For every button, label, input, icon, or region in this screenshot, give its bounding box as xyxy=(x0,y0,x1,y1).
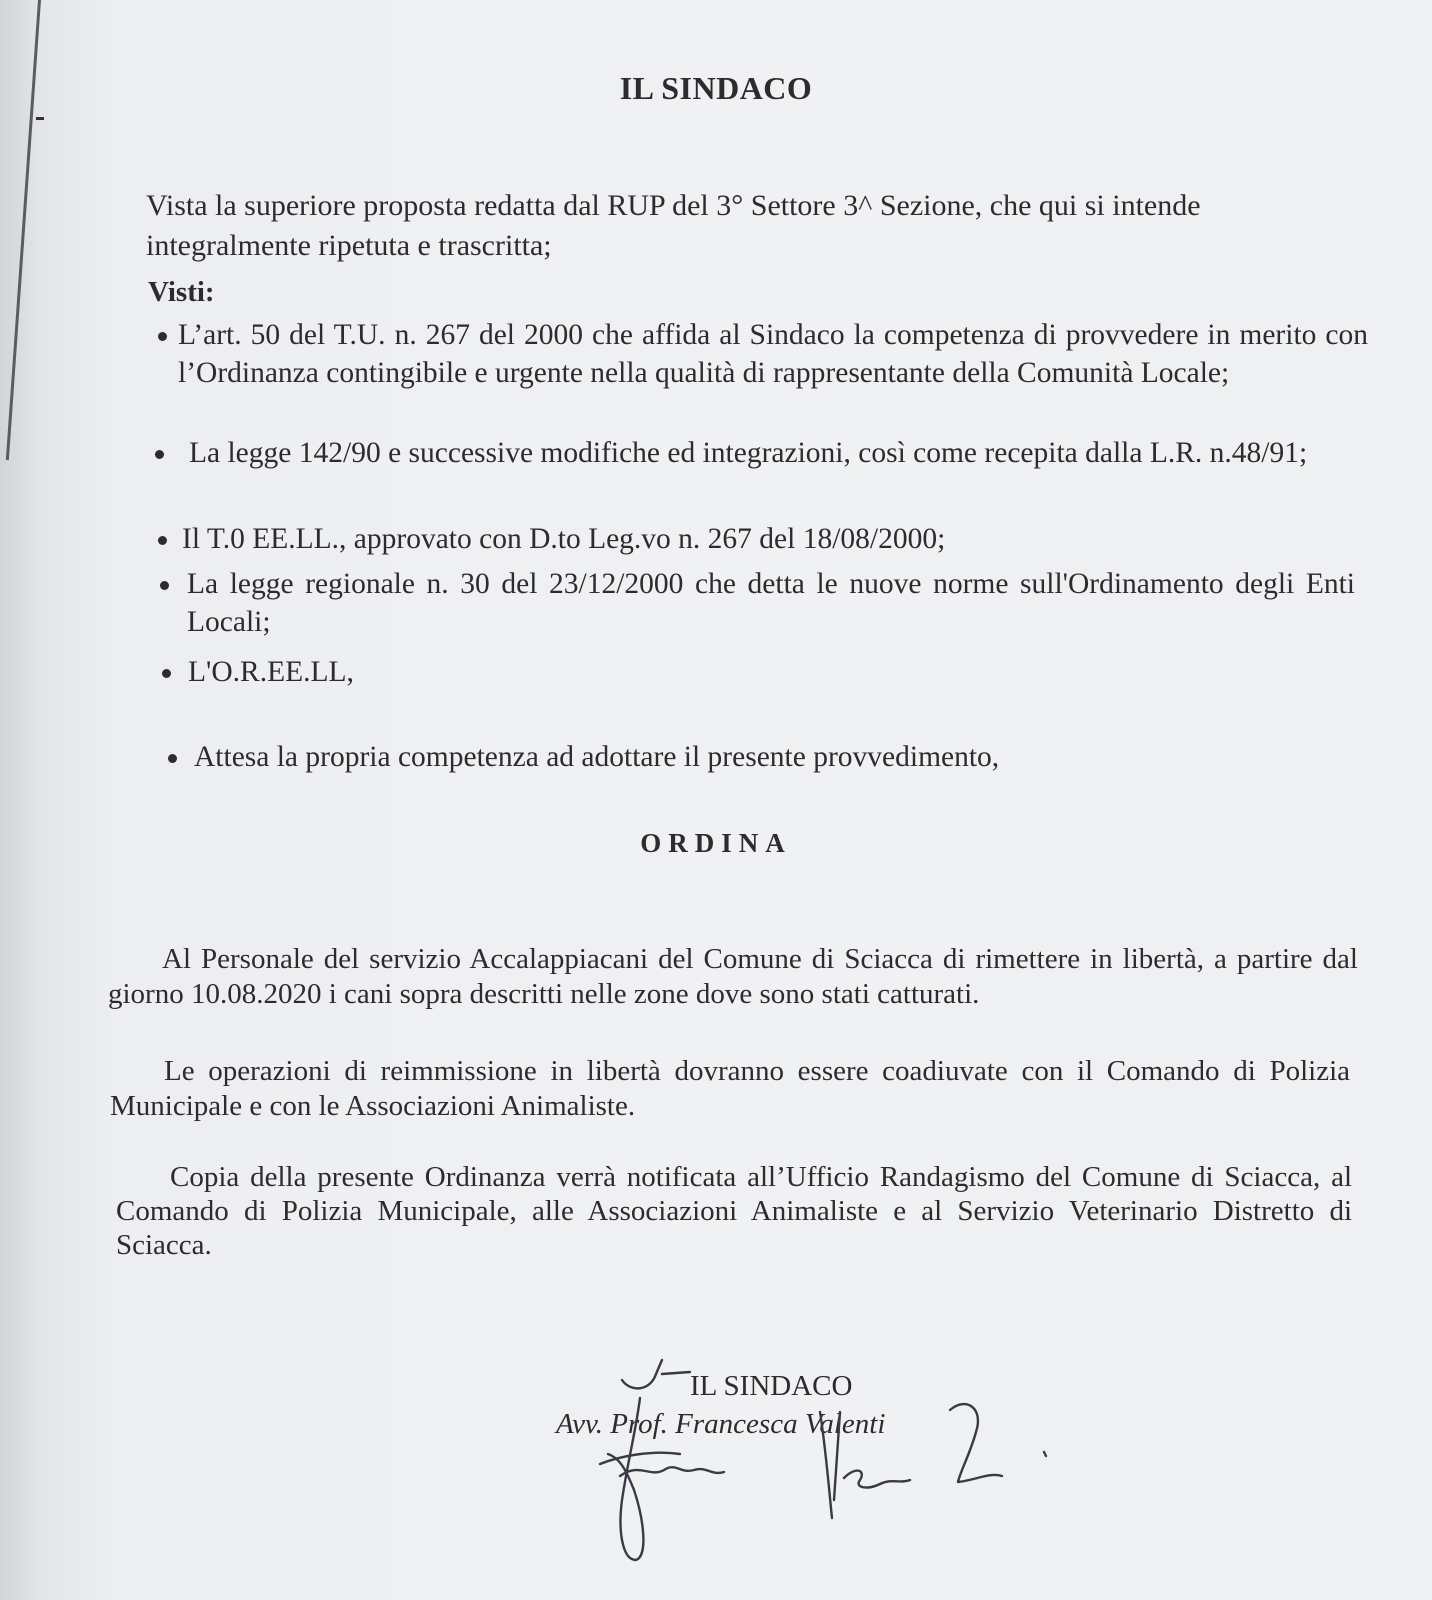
ordina-heading: ORDINA xyxy=(640,828,792,858)
order-paragraph: Al Personale del servizio Accalappiacani del Comune di Sciacca di rimettere in libertà, a partire dal giorno 10.08.2020 i cani sopra descritti nelle zone dove sono stati catturati. xyxy=(108,943,1358,1010)
signature-name: Avv. Prof. Francesca Valenti xyxy=(556,1408,886,1440)
attesa-text: Attesa la propria competenza ad adottare il presente provvedimento, xyxy=(194,741,1000,773)
order-paragraph: Copia della presente Ordinanza verrà notificata all’Ufficio Randagismo del Comune di Sciacca, al Comando di Polizia Municipale, alle Associazioni Animaliste e al Servizio Veterinario Distretto di Sciacca. xyxy=(116,1161,1352,1261)
signature-title: IL SINDACO xyxy=(690,1370,853,1402)
visti-item-text: L'O.R.EE.LL, xyxy=(188,656,354,688)
intro-paragraph: Vista la superiore proposta redatta dal RUP del 3° Settore 3^ Sezione, che qui si intende integralmente ripetuta e trascritta; xyxy=(146,189,1201,262)
visti-heading: Visti: xyxy=(148,276,215,308)
visti-item-text: L’art. 50 del T.U. n. 267 del 2000 che affida al Sindaco la competenza di provvedere in merito con l’Ordinanza contingibile e urgente nella qualità di rappresentante della Comunità Locale; xyxy=(178,319,1368,389)
order-paragraph: Le operazioni di reimmissione in libertà dovranno essere coadiuvate con il Comando di Polizia Municipale e con le Associazioni Animaliste. xyxy=(110,1055,1350,1122)
visti-item-text: Il T.0 EE.LL., approvato con D.to Leg.vo n. 267 del 18/08/2000; xyxy=(182,523,946,555)
visti-item-text: La legge 142/90 e successive modifiche ed integrazioni, così come recepita dalla L.R. n.48/91; xyxy=(189,437,1308,469)
document-title: IL SINDACO xyxy=(619,70,813,106)
visti-item-text: La legge regionale n. 30 del 23/12/2000 che detta le nuove norme sull'Ordinamento degli Enti Locali; xyxy=(187,568,1355,638)
